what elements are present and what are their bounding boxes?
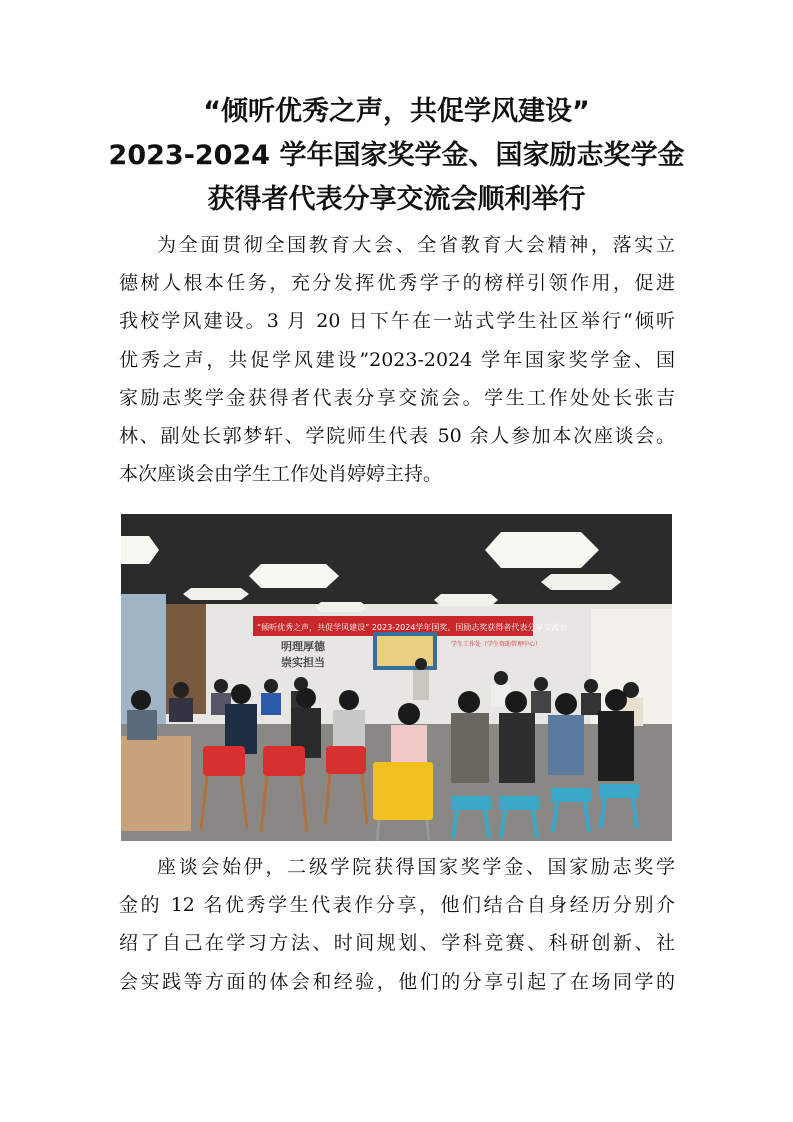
title-line-1: “倾听优秀之声，共促学风建设” (203, 96, 590, 127)
title-line-3: 获得者代表分享交流会顺利举行 (207, 184, 586, 215)
paragraph-line: 会实践等方面的体会和经验，他们的分享引起了在场同学的 (119, 970, 675, 993)
ceiling-light (434, 594, 498, 606)
paragraph-line: 我校学风建设。3 月 20 日下午在一站式学生社区举行“倾听 (119, 310, 675, 333)
wall-slogan-1: 明理厚德 (281, 640, 325, 653)
paragraph-line: 优秀之声，共促学风建设”2023-2024 学年国家奖学金、国 (119, 348, 675, 371)
banner-subtext: 学生工作处（学生资助管理中心） (451, 641, 542, 648)
ceiling-light (183, 588, 249, 600)
banner-text: “倾听优秀之声，共促学风建设” 2023-2024学年国奖、国励志奖获得者代表分享交流会 (257, 623, 568, 632)
paragraph-line: 本次座谈会由学生工作处肖婷婷主持。 (119, 463, 443, 486)
ceiling-light (541, 574, 621, 590)
title-line-2: 2023-2024 学年国家奖学金、国家励志奖学金 (108, 140, 685, 171)
event-photo-illustration (121, 514, 672, 841)
ceiling-light (249, 564, 339, 588)
paragraph-line: 绍了自己在学习方法、时间规划、学科竞赛、科研创新、社 (119, 932, 675, 955)
sofa (121, 736, 191, 831)
paragraph-line: 德树人根本任务，充分发挥优秀学子的榜样引领作用，促进 (119, 272, 675, 295)
wall-slogan-2: 崇实担当 (281, 656, 325, 669)
ceiling-light (485, 532, 599, 568)
event-photo (121, 514, 672, 841)
paragraph-line: 座谈会始伊，二级学院获得国家奖学金、国家励志奖学 (157, 856, 675, 878)
paragraph-line: 家励志奖学金获得者代表分享交流会。学生工作处处长张吉 (119, 386, 675, 409)
ceiling-light (315, 602, 367, 612)
paragraph-line: 为全面贯彻全国教育大会、全省教育大会精神，落实立 (157, 234, 675, 256)
paragraph-line: 林、副处长郭梦轩、学院师生代表 50 余人参加本次座谈会。 (119, 425, 675, 448)
paragraph-line: 金的 12 名优秀学生代表作分享，他们结合自身经历分别介 (119, 894, 675, 917)
wood-panel (166, 604, 206, 714)
paragraph-intro (119, 226, 675, 493)
paragraph-sharing (119, 848, 675, 1001)
